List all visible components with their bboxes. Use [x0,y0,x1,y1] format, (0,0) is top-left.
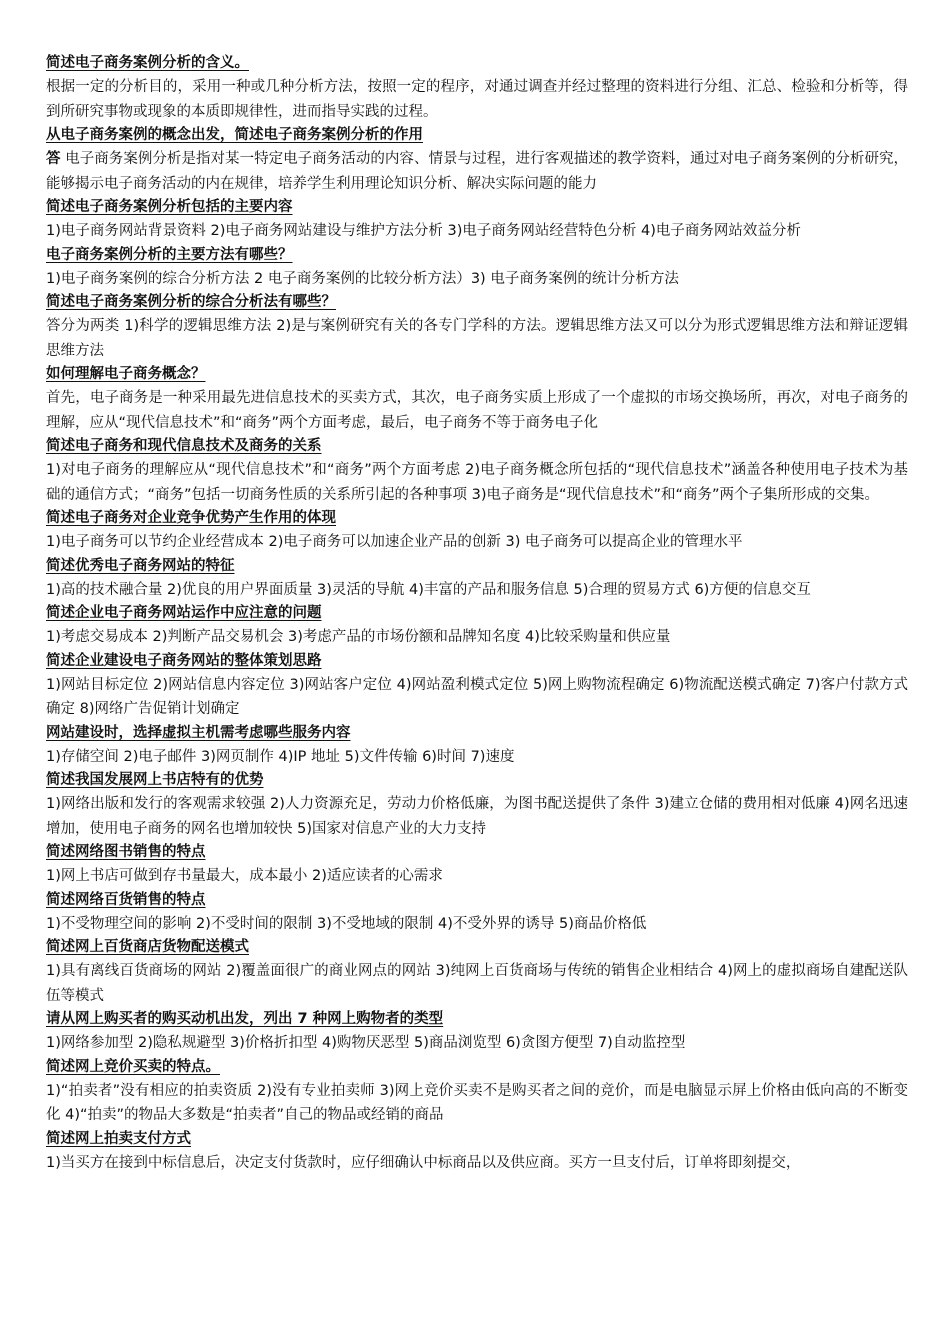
question-heading: 简述企业电子商务网站运作中应注意的问题 [46,605,322,621]
question-heading: 简述电子商务案例分析包括的主要内容 [46,199,293,215]
answer-text: 1)具有离线百货商场的网站 2)覆盖面很广的商业网点的网站 3)纯网上百货商场与传统的销售企业相结合 4)网上的虚拟商场自建配送队伍等模式 [46,963,908,1004]
question-heading: 简述我国发展网上书店特有的优势 [46,772,264,788]
answer-text: 1)电子商务网站背景资料 2)电子商务网站建设与维护方法分析 3)电子商务网站经营特色分析 4)电子商务网站效益分析 [46,223,801,239]
qa-block [46,363,908,435]
answer-text: 根据一定的分析目的，采用一种或几种分析方法，按照一定的程序，对通过调查并经过整理的资料进行分组、汇总、检验和分析等，得到所研究事物或现象的本质即规律性，进而指导实践的过程。 [46,79,908,120]
qa-block [46,1128,908,1176]
answer-text: 1)网站目标定位 2)网站信息内容定位 3)网站客户定位 4)网站盈利模式定位 5)网上购物流程确定 6)物流配送模式确定 7)客户付款方式确定 8)网络广告促销计划确定 [46,676,908,717]
question-heading: 简述网络图书销售的特点 [46,844,206,860]
answer-text: 1)电子商务案例的综合分析方法 2 电子商务案例的比较分析方法）3) 电子商务案例的统计分析方法 [46,270,679,287]
question-heading: 网站建设时，选择虚拟主机需考虑哪些服务内容 [46,724,351,741]
qa-block [46,435,908,507]
answer-text: 1)网络参加型 2)隐私规避型 3)价格折扣型 4)购物厌恶型 5)商品浏览型 6)贪图方便型 7)自动监控型 [46,1035,686,1051]
answer-text: 1)电子商务可以节约企业经营成本 2)电子商务可以加速企业产品的创新 3) 电子商务可以提高企业的管理水平 [46,534,743,550]
question-heading: 电子商务案例分析的主要方法有哪些？ [46,246,293,263]
qa-block [46,1056,908,1128]
question-heading: 简述优秀电子商务网站的特征 [46,557,235,574]
question-heading: 简述电子商务对企业竞争优势产生作用的体现 [46,510,336,526]
question-heading: 简述网上竞价买卖的特点。 [46,1058,220,1075]
question-heading: 简述网上拍卖支付方式 [46,1130,191,1147]
qa-block [46,936,908,1008]
answer-text: 1)当买方在接到中标信息后，决定支付货款时，应仔细确认中标商品以及供应商。买方一旦支付后，订单将即刻提交， [46,1154,801,1171]
answer-text: 1)网络出版和发行的客观需求较强 2)人力资源充足，劳动力价格低廉，为图书配送提供了条件 3)建立仓储的费用相对低廉 4)网名迅速增加，使用电子商务的网名也增加较快 5)国家对信息产业的大力支持 [46,796,908,837]
qa-block [46,291,908,363]
qa-block [46,769,908,841]
qa-block [46,555,908,603]
answer-text: 1)考虑交易成本 2)判断产品交易机会 3)考虑产品的市场份额和品牌知名度 4)比较采购量和供应量 [46,629,671,645]
answer-text [46,147,908,196]
answer-text: 1)存储空间 2)电子邮件 3)网页制作 4)IP 地址 5)文件传输 6)时间 7)速度 [46,748,515,765]
answer-text: 1)网上书店可做到存书量最大，成本最小 2)适应读者的心需求 [46,868,443,884]
question-heading: 请从网上购买者的购买动机出发，列出 7 种网上购物者的类型 [46,1011,444,1027]
qa-block [46,889,908,937]
question-heading: 如何理解电子商务概念？ [46,366,206,382]
answer-text: 1)“拍卖者”没有相应的拍卖资质 2)没有专业拍卖师 3)网上竞价买卖不是购买者之间的竞价，而是电脑显示屏上价格由低向高的不断变化 4)“拍卖”的物品大多数是“拍卖者”自己的物品或经销的商品 [46,1082,908,1123]
qa-block [46,196,908,244]
question-heading: 简述电子商务案例分析的综合分析法有哪些？ [46,294,336,310]
answer-text: 首先，电子商务是一种采用最先进信息技术的买卖方式，其次，电子商务实质上形成了一个虚拟的市场交换场所，再次，对电子商务的理解，应从“现代信息技术”和“商务”两个方面考虑，最后，电子商务不等于商务电子化 [46,390,908,431]
qa-block [46,1008,908,1056]
answer-text: 1)不受物理空间的影响 2)不受时间的限制 3)不受地域的限制 4)不受外界的诱导 5)商品价格低 [46,915,647,932]
qa-block [46,650,908,722]
question-heading: 简述电子商务案例分析的含义。 [46,55,249,71]
qa-block [46,841,908,889]
qa-block [46,52,908,124]
document-body [46,52,908,1175]
question-heading: 简述电子商务和现代信息技术及商务的关系 [46,438,322,454]
answer-text: 答分为两类 1)科学的逻辑思维方法 2)是与案例研究有关的各专门学科的方法。逻辑思维方法又可以分为形式逻辑思维方法和辩证逻辑思维方法 [46,318,908,359]
qa-block [46,722,908,770]
qa-block [46,124,908,196]
question-heading: 简述网上百货商店货物配送模式 [46,939,249,955]
answer-text: 1)高的技术融合量 2)优良的用户界面质量 3)灵活的导航 4)丰富的产品和服务信息 5)合理的贸易方式 6)方便的信息交互 [46,581,811,598]
question-heading: 简述网络百货销售的特点 [46,891,206,908]
answer-body: 电子商务案例分析是指对某一特定电子商务活动的内容、情景与过程，进行客观描述的教学资料，通过对电子商务案例的分析研究，能够揭示电子商务活动的内在规律，培养学生利用理论知识分析、解决实际问题的能力 [46,151,909,192]
qa-block [46,507,908,555]
question-heading: 从电子商务案例的概念出发，简述电子商务案例分析的作用 [46,127,423,143]
answer-text: 1)对电子商务的理解应从“现代信息技术”和“商务”两个方面考虑 2)电子商务概念所包括的“现代信息技术”涵盖各种使用电子技术为基础的通信方式；“商务”包括一切商务性质的关系所引起的各种事项 3)电子商务是“现代信息技术”和“商务”两个子集所形成的交集。 [46,462,908,503]
qa-block [46,244,908,292]
question-heading: 简述企业建设电子商务网站的整体策划思路 [46,652,322,669]
answer-prefix: 答 [46,151,61,167]
qa-block [46,602,908,650]
